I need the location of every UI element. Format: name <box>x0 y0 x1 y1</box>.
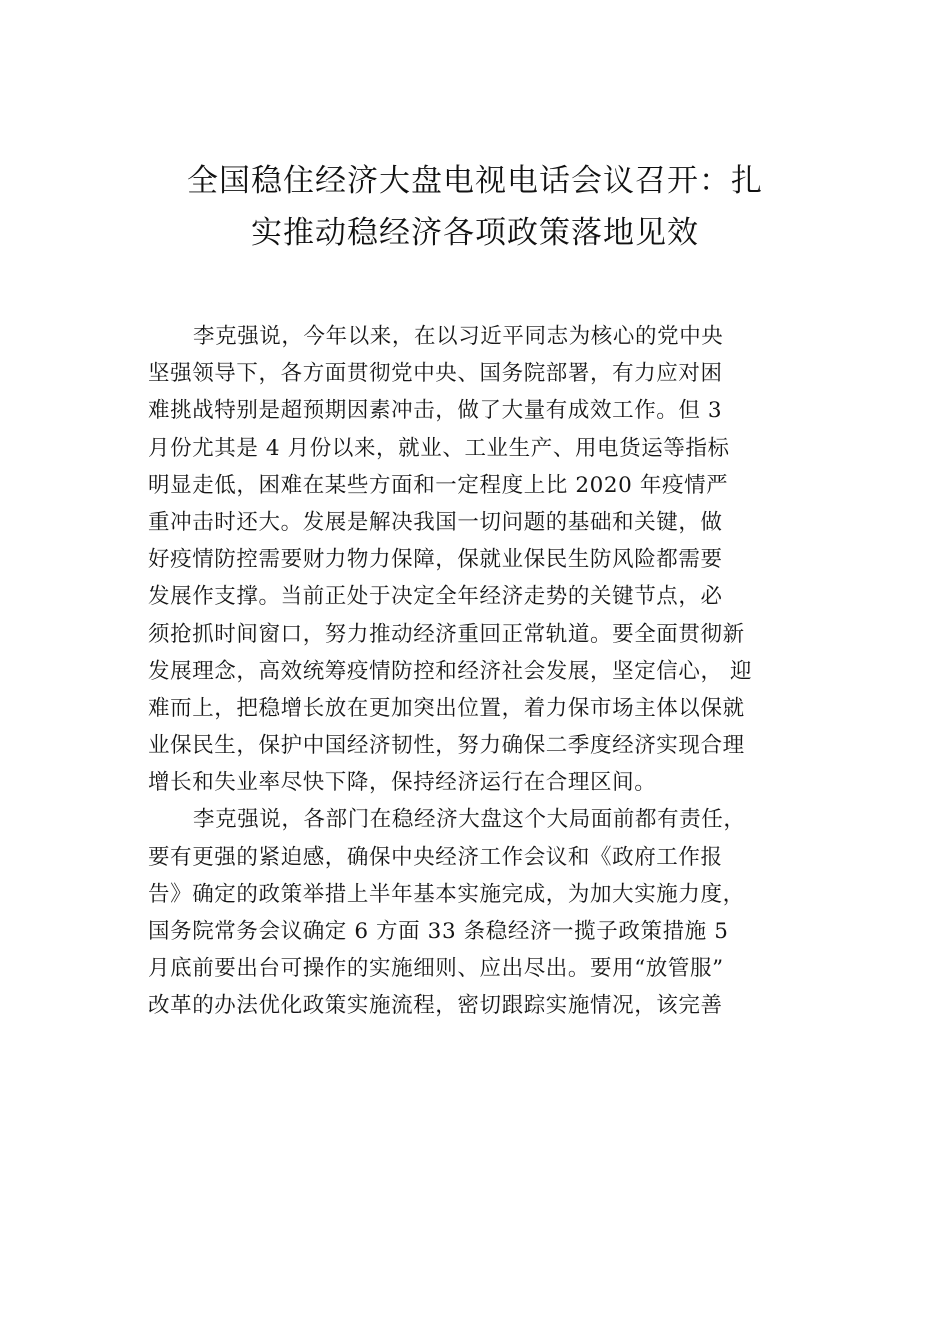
paragraph-1-line: 好疫情防控需要财力物力保障，保就业保民生防风险都需要 <box>148 547 723 573</box>
paragraph-2-line: 李克强说，各部门在稳经济大盘这个大局面前都有责任， <box>193 807 746 833</box>
paragraph-1-line: 发展作支撑。当前正处于决定全年经济走势的关键节点，必 <box>148 584 723 610</box>
paragraph-1-line: 须抢抓时间窗口，努力推动经济重回正常轨道。要全面贯彻新 <box>148 621 745 647</box>
paragraph-1-line: 增长和失业率尽快下降，保持经济运行在合理区间。 <box>148 770 657 796</box>
paragraph-2-line: 告》确定的政策举措上半年基本实施完成，为加大实施力度， <box>148 881 745 907</box>
paragraph-2-line: 要有更强的紧迫感，确保中央经济工作会议和《政府工作报 <box>148 844 723 870</box>
article-body <box>148 318 828 1025</box>
paragraph-2-line: 国务院常务会议确定 6 方面 33 条稳经济一揽子政策措施 5 <box>148 919 729 944</box>
paragraph-1-line: 明显走低，困难在某些方面和一定程度上比 2020 年疫情严 <box>148 472 729 498</box>
paragraph-1-line: 坚强领导下，各方面贯彻党中央、国务院部署，有力应对困 <box>148 361 723 387</box>
title-line-1: 全国稳住经济大盘电视电话会议召开：扎 <box>187 163 763 199</box>
title-line-2: 实推动稳经济各项政策落地见效 <box>251 215 699 251</box>
paragraph-1-line: 发展理念，高效统筹疫情防控和经济社会发展，坚定信心， 迎 <box>148 658 753 684</box>
paragraph-2-line: 改革的办法优化政策实施流程，密切跟踪实施情况，该完善 <box>148 993 723 1019</box>
paragraph-2-line: 月底前要出台可操作的实施细则、应出尽出。要用“放管服” <box>148 956 724 982</box>
paragraph-1-line: 难挑战特别是超预期因素冲击，做了大量有成效工作。但 3 <box>148 398 723 424</box>
paragraph-1-line: 业保民生，保护中国经济韧性，努力确保二季度经济实现合理 <box>148 733 745 759</box>
paragraph-1-line: 难而上，把稳增长放在更加突出位置，着力保市场主体以保就 <box>148 695 745 721</box>
paragraph-1-line: 李克强说，今年以来，在以习近平同志为核心的党中央 <box>193 324 724 349</box>
paragraph-1-line: 重冲击时还大。发展是解决我国一切问题的基础和关键，做 <box>148 509 723 535</box>
article-title <box>130 155 820 259</box>
paragraph-1-line: 月份尤其是 4 月份以来，就业、工业生产、用电货运等指标 <box>148 435 730 461</box>
